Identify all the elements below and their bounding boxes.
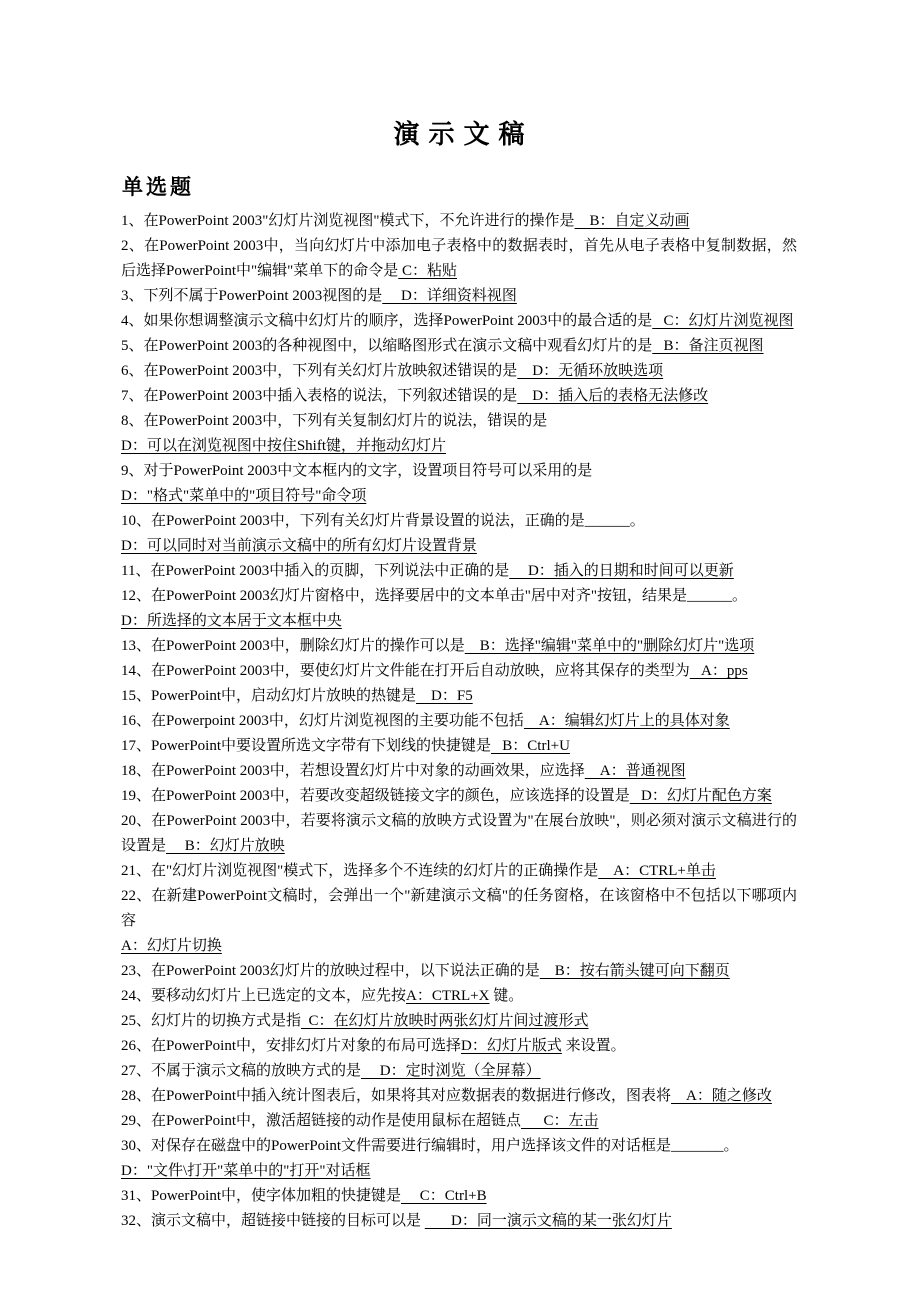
page-title: 演示文稿 [393,120,534,149]
question-answer: B：按右箭头键可向下翻页 [539,963,730,979]
question-text: 2、在PowerPoint 2003中，当向幻灯片中添加电子表格中的数据表时，首先从电子表格中复制数据，然后选择PowerPoint中"编辑"菜单下的命令是 [121,238,797,279]
section-heading: 单选题 [122,175,194,199]
question-item [121,509,797,559]
question-text: 31、PowerPoint中，使字体加粗的快捷键是 [121,1188,402,1204]
answer-line [121,1159,797,1184]
question-answer: B：备注页视图 [652,338,764,354]
question-text: 18、在PowerPoint 2003中，若想设置幻灯片中对象的动画效果，应选择 [121,763,585,779]
question-suffix: 键。 [489,988,524,1004]
question-text: 5、在PowerPoint 2003的各种视图中，以缩略图形式在演示文稿中观看幻灯片的是 [121,338,653,354]
question-answer: D："格式"菜单中的"项目符号"命令项 [121,488,367,504]
question-text: 21、在"幻灯片浏览视图"模式下，选择多个不连续的幻灯片的正确操作是 [121,863,599,879]
question-answer: D：定时浏览（全屏幕） [361,1063,541,1079]
question-text: 15、PowerPoint中，启动幻灯片放映的热键是 [121,688,417,704]
answer-line [121,934,797,959]
question-answer: A：幻灯片切换 [121,938,222,954]
question-answer: D：幻灯片版式 [461,1038,562,1054]
question-item [121,759,797,784]
question-answer: A：CTRL+X [406,988,490,1004]
question-item [121,1084,797,1109]
answer-line [121,534,797,559]
question-item [121,584,797,634]
question-text: 24、要移动幻灯片上已选定的文本，应先按 [121,988,407,1004]
question-item [121,884,797,959]
question-text: 17、PowerPoint中要设置所选文字带有下划线的快捷键是 [121,738,492,754]
question-item [121,634,797,659]
question-text: 26、在PowerPoint中，安排幻灯片对象的布局可选择 [121,1038,462,1054]
question-item [121,1009,797,1034]
question-item [121,709,797,734]
question-suffix: 来设置。 [561,1038,626,1054]
question-answer: D：同一演示文稿的某一张幻灯片 [424,1213,672,1229]
question-answer: D：F5 [416,688,473,704]
question-item [121,409,797,459]
question-item [121,1209,797,1234]
answer-line [121,609,797,634]
question-answer: D：幻灯片配色方案 [629,788,772,804]
question-item [121,859,797,884]
question-item [121,559,797,584]
question-item [121,734,797,759]
question-text: 16、在Powerpoint 2003中，幻灯片浏览视图的主要功能不包括 [121,713,524,729]
question-list [121,209,797,1234]
question-item [121,659,797,684]
question-item [121,309,797,334]
question-text: 4、如果你想调整演示文稿中幻灯片的顺序，选择PowerPoint 2003中的最合适的是 [121,313,653,329]
question-text: 22、在新建PowerPoint文稿时，会弹出一个"新建演示文稿"的任务窗格，在该窗格中不包括以下哪项内容 [121,888,797,929]
question-item [121,1059,797,1084]
question-answer: A：普通视图 [584,763,686,779]
question-answer: B：Ctrl+U [491,738,570,754]
question-answer: B：自定义动画 [574,213,690,229]
question-text: 1、在PowerPoint 2003"幻灯片浏览视图"模式下，不允许进行的操作是 [121,213,575,229]
question-answer: D：可以在浏览视图中按住Shift键，并拖动幻灯片 [121,438,447,454]
question-item [121,1034,797,1059]
question-text: 6、在PowerPoint 2003中，下列有关幻灯片放映叙述错误的是 [121,363,518,379]
question-text: 9、对于PowerPoint 2003中文本框内的文字，设置项目符号可以采用的是 [121,463,593,479]
question-answer: C：幻灯片浏览视图 [652,313,794,329]
question-answer: C：在幻灯片放映时两张幻灯片间过渡形式 [301,1013,589,1029]
question-item [121,1184,797,1209]
question-answer: D：详细资料视图 [382,288,517,304]
question-answer: D：插入后的表格无法修改 [517,388,709,404]
question-answer: D：所选择的文本居于文本框中央 [121,613,342,629]
question-text: 23、在PowerPoint 2003幻灯片的放映过程中，以下说法正确的是 [121,963,540,979]
question-item [121,334,797,359]
question-text: 11、在PowerPoint 2003中插入的页脚，下列说法中正确的是 [121,563,510,579]
question-item [121,784,797,809]
question-text: 32、演示文稿中，超链接中链接的目标可以是 [121,1213,425,1229]
question-item [121,809,797,859]
answer-line [121,484,797,509]
question-item [121,209,797,234]
question-answer: B：选择"编辑"菜单中的"删除幻灯片"选项 [464,638,755,654]
question-answer: A：编辑幻灯片上的具体对象 [523,713,730,729]
question-text: 27、不属于演示文稿的放映方式的是 [121,1063,362,1079]
question-text: 28、在PowerPoint中插入统计图表后，如果将其对应数据表的数据进行修改，图表将 [121,1088,672,1104]
question-answer: D：插入的日期和时间可以更新 [509,563,734,579]
question-item [121,234,797,284]
question-item [121,959,797,984]
question-text: 3、下列不属于PowerPoint 2003视图的是 [121,288,383,304]
question-answer: D：无循环放映选项 [517,363,664,379]
question-answer: A：pps [689,663,748,679]
question-answer: D：可以同时对当前演示文稿中的所有幻灯片设置背景 [121,538,477,554]
question-answer: D："文件\打开"菜单中的"打开"对话框 [121,1163,371,1179]
question-text: 20、在PowerPoint 2003中，若要将演示文稿的放映方式设置为"在展台放映"，则必须对演示文稿进行的设置是 [121,813,797,854]
question-item [121,1109,797,1134]
answer-line [121,434,797,459]
question-text: 10、在PowerPoint 2003中，下列有关幻灯片背景设置的说法，正确的是______。 [121,513,645,529]
question-text: 30、对保存在磁盘中的PowerPoint文件需要进行编辑时，用户选择该文件的对话框是_______。 [121,1138,739,1154]
question-text: 25、幻灯片的切换方式是指 [121,1013,302,1029]
question-answer: A：随之修改 [671,1088,772,1104]
question-item [121,384,797,409]
question-item [121,359,797,384]
question-text: 12、在PowerPoint 2003幻灯片窗格中，选择要居中的文本单击"居中对齐"按钮，结果是______。 [121,588,748,604]
question-text: 7、在PowerPoint 2003中插入表格的说法，下列叙述错误的是 [121,388,518,404]
question-answer: C：左击 [521,1113,599,1129]
question-item [121,459,797,509]
question-answer: A：CTRL+单击 [598,863,716,879]
question-item [121,284,797,309]
question-answer: C：Ctrl+B [401,1188,487,1204]
question-item [121,684,797,709]
question-item [121,1134,797,1184]
question-answer: C：粘贴 [398,263,458,279]
question-answer: B：幻灯片放映 [166,838,285,854]
question-text: 8、在PowerPoint 2003中，下列有关复制幻灯片的说法，错误的是 [121,413,548,429]
question-text: 19、在PowerPoint 2003中，若要改变超级链接文字的颜色，应该选择的设置是 [121,788,630,804]
question-text: 13、在PowerPoint 2003中，删除幻灯片的操作可以是 [121,638,465,654]
question-text: 29、在PowerPoint中，激活超链接的动作是使用鼠标在超链点 [121,1113,522,1129]
question-item [121,984,797,1009]
question-text: 14、在PowerPoint 2003中，要使幻灯片文件能在打开后自动放映，应将其保存的类型为 [121,663,690,679]
